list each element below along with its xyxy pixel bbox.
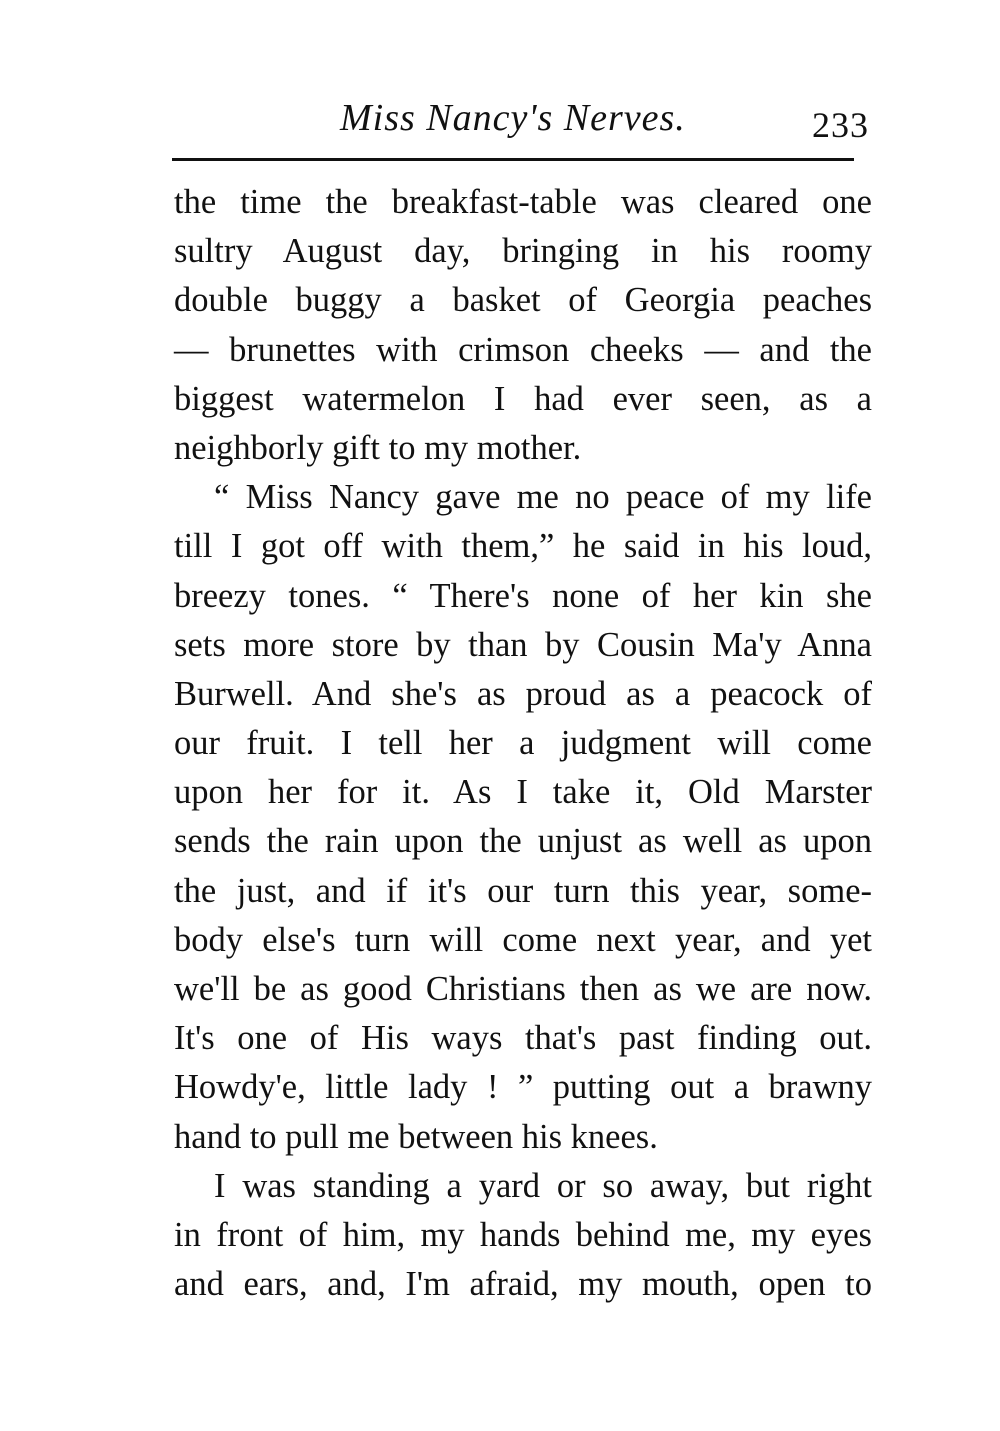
text-line: we'll be as good Christians then as we are now. xyxy=(174,970,872,1008)
page-number: 233 xyxy=(812,105,869,145)
text-line: body else's turn will come next year, and yet xyxy=(174,920,872,959)
running-title: Miss Nancy's Nerves. xyxy=(340,97,686,139)
text-line: neighborly gift to my mother. xyxy=(174,428,582,467)
text-line: I was standing a yard or so away, but right xyxy=(214,1166,872,1205)
text-line: sultry August day, bringing in his roomy xyxy=(174,232,872,271)
text-line: hand to pull me between his knees. xyxy=(174,1117,658,1156)
text-line: till I got off with them,” he said in his loud, xyxy=(174,527,872,566)
text-line: biggest watermelon I had ever seen, as a xyxy=(174,379,872,418)
body-text xyxy=(174,178,872,1309)
text-line: “ Miss Nancy gave me no peace of my life xyxy=(214,478,872,517)
text-line: sends the rain upon the unjust as well as upon xyxy=(174,822,872,861)
text-line: in front of him, my hands behind me, my eyes xyxy=(174,1215,872,1254)
header-rule xyxy=(172,158,854,161)
text-line: — brunettes with crimson cheeks — and the xyxy=(174,330,872,369)
text-line: breezy tones. “ There's none of her kin she xyxy=(174,576,872,615)
text-line: It's one of His ways that's past finding out. xyxy=(174,1019,872,1058)
page-header xyxy=(0,0,1000,170)
text-line: sets more store by than by Cousin Ma'y Anna xyxy=(174,625,872,664)
text-line: our fruit. I tell her a judgment will come xyxy=(174,724,872,763)
text-line: and ears, and, I'm afraid, my mouth, open to xyxy=(174,1265,872,1304)
text-line: Howdy'e, little lady ! ” putting out a brawny xyxy=(174,1068,872,1107)
text-line: double buggy a basket of Georgia peaches xyxy=(174,281,872,320)
text-line: the just, and if it's our turn this year, some- xyxy=(174,871,872,910)
text-line: Burwell. And she's as proud as a peacock of xyxy=(174,674,872,713)
text-line: upon her for it. As I take it, Old Marster xyxy=(174,773,872,812)
text-line: the time the breakfast-table was cleared one xyxy=(174,183,872,221)
